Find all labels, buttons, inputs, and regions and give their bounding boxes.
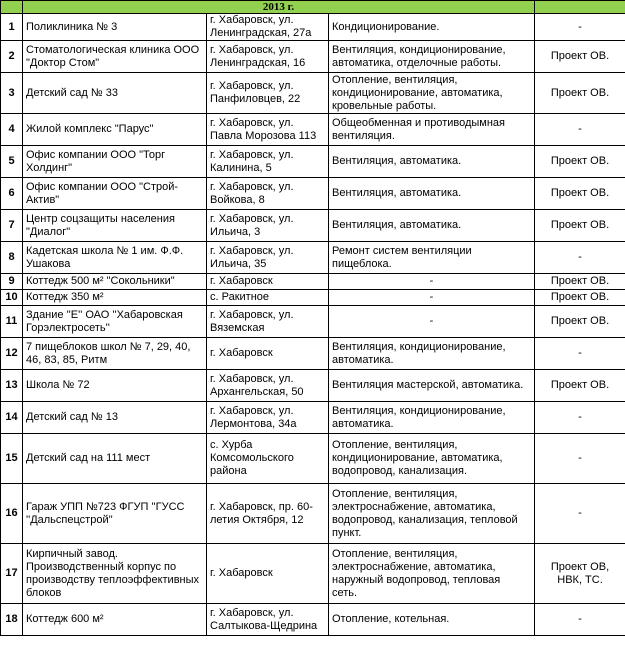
object-name: Стоматологическая клиника ООО "Доктор Стом" <box>23 41 207 73</box>
row-number: 12 <box>1 338 23 370</box>
row-number: 10 <box>1 290 23 306</box>
project-info: Проект ОВ. <box>535 370 625 402</box>
table-row <box>1 242 625 274</box>
object-address: с. Хурба Комсомольского района <box>207 434 329 484</box>
object-name: Гараж УПП №723 ФГУП ''ГУСС ''Дальспецстрой'' <box>23 484 207 544</box>
row-number: 16 <box>1 484 23 544</box>
work-description: Вентиляция, автоматика. <box>329 178 535 210</box>
work-description: Вентиляция мастерской, автоматика. <box>329 370 535 402</box>
row-number: 3 <box>1 73 23 114</box>
work-description: Вентиляция, кондиционирование, автоматика. <box>329 338 535 370</box>
object-name: Офис компании ООО "Строй- Актив" <box>23 178 207 210</box>
table-row <box>1 402 625 434</box>
work-description: - <box>329 274 535 290</box>
table-row <box>1 306 625 338</box>
object-name: Здание ''Е'' ОАО ''Хабаровская Горэлектросеть'' <box>23 306 207 338</box>
object-name: Жилой комплекс "Парус" <box>23 114 207 146</box>
work-description: - <box>329 306 535 338</box>
row-number: 7 <box>1 210 23 242</box>
project-info: Проект ОВ. <box>535 178 625 210</box>
row-number: 11 <box>1 306 23 338</box>
row-number: 2 <box>1 41 23 73</box>
object-address: г. Хабаровск, ул. Архангельская, 50 <box>207 370 329 402</box>
row-number: 14 <box>1 402 23 434</box>
object-name: Офис компании ООО "Торг Холдинг" <box>23 146 207 178</box>
project-info: - <box>535 484 625 544</box>
project-info: Проект ОВ. <box>535 73 625 114</box>
table-row <box>1 544 625 604</box>
work-description: Отопление, вентиляция, кондиционирование, автоматика, кровельные работы. <box>329 73 535 114</box>
work-description: Ремонт систем вентиляции пищеблока. <box>329 242 535 274</box>
row-number: 6 <box>1 178 23 210</box>
table-row <box>1 338 625 370</box>
object-name: Коттедж 600 м² <box>23 604 207 636</box>
table-row <box>1 290 625 306</box>
year-header: 2013 г. <box>23 1 535 14</box>
table-row <box>1 146 625 178</box>
project-info: - <box>535 242 625 274</box>
row-number: 4 <box>1 114 23 146</box>
object-address: г. Хабаровск, ул. Ленинградская, 27а <box>207 14 329 41</box>
object-address: г. Хабаровск <box>207 338 329 370</box>
object-address: г. Хабаровск, ул. Ленинградская, 16 <box>207 41 329 73</box>
project-info: - <box>535 434 625 484</box>
project-info: - <box>535 604 625 636</box>
object-name: Школа № 72 <box>23 370 207 402</box>
object-name: 7 пищеблоков школ № 7, 29, 40, 46, 83, 85, Ритм <box>23 338 207 370</box>
header-blank-cell <box>1 1 23 14</box>
project-info: Проект ОВ. <box>535 306 625 338</box>
object-name: Кирпичный завод. Производственный корпус по производству теплоэффективных блоков <box>23 544 207 604</box>
object-address: г. Хабаровск, ул. Ильича, 35 <box>207 242 329 274</box>
object-name: Детский сад № 33 <box>23 73 207 114</box>
row-number: 15 <box>1 434 23 484</box>
row-number: 8 <box>1 242 23 274</box>
table-row <box>1 178 625 210</box>
table-row <box>1 370 625 402</box>
work-description: Отопление, котельная. <box>329 604 535 636</box>
row-number: 9 <box>1 274 23 290</box>
object-name: Коттедж 500 м² "Сокольники" <box>23 274 207 290</box>
header-blank-cell <box>535 1 625 14</box>
table-row <box>1 434 625 484</box>
work-description: Отопление, вентиляция, электроснабжение, автоматика, наружный водопровод, тепловая сеть. <box>329 544 535 604</box>
project-info: Проект ОВ. <box>535 290 625 306</box>
row-number: 18 <box>1 604 23 636</box>
object-name: Поликлиника № 3 <box>23 14 207 41</box>
object-address: г. Хабаровск, пр. 60- летия Октября, 12 <box>207 484 329 544</box>
table-row <box>1 114 625 146</box>
project-info: Проект ОВ. <box>535 146 625 178</box>
table-row <box>1 484 625 544</box>
object-address: г. Хабаровск <box>207 274 329 290</box>
object-name: Центр соцзащиты населения "Диалог" <box>23 210 207 242</box>
object-name: Детский сад на 111 мест <box>23 434 207 484</box>
row-number: 17 <box>1 544 23 604</box>
object-address: г. Хабаровск, ул. Павла Морозова 113 <box>207 114 329 146</box>
row-number: 13 <box>1 370 23 402</box>
project-info: Проект ОВ. <box>535 274 625 290</box>
work-description: Вентиляция, кондиционирование, автоматика. <box>329 402 535 434</box>
work-description: - <box>329 290 535 306</box>
project-info: - <box>535 402 625 434</box>
work-description: Кондиционирование. <box>329 14 535 41</box>
work-description: Вентиляция, автоматика. <box>329 210 535 242</box>
row-number: 5 <box>1 146 23 178</box>
object-name: Детский сад № 13 <box>23 402 207 434</box>
work-description: Отопление, вентиляция, кондиционирование, автоматика, водопровод, канализация. <box>329 434 535 484</box>
table-row <box>1 274 625 290</box>
work-description: Общеобменная и противодымная вентиляция. <box>329 114 535 146</box>
project-info: Проект ОВ. <box>535 210 625 242</box>
table-row <box>1 73 625 114</box>
object-address: г. Хабаровск, ул. Вяземская <box>207 306 329 338</box>
object-address: г. Хабаровск, ул. Панфиловцев, 22 <box>207 73 329 114</box>
object-address: г. Хабаровск, ул. Лермонтова, 34а <box>207 402 329 434</box>
work-description: Вентиляция, автоматика. <box>329 146 535 178</box>
work-description: Отопление, вентиляция, электроснабжение, автоматика, водопровод, канализация, тепловой пункт. <box>329 484 535 544</box>
table-row <box>1 14 625 41</box>
project-info: Проект ОВ, НВК, ТС. <box>535 544 625 604</box>
project-info: Проект ОВ. <box>535 41 625 73</box>
object-address: г. Хабаровск, ул. Калинина, 5 <box>207 146 329 178</box>
year-header-row <box>1 1 625 14</box>
object-name: Коттедж 350 м² <box>23 290 207 306</box>
object-name: Кадетская школа № 1 им. Ф.Ф. Ушакова <box>23 242 207 274</box>
project-info: - <box>535 114 625 146</box>
table-row <box>1 210 625 242</box>
object-address: г. Хабаровск <box>207 544 329 604</box>
table-row <box>1 41 625 73</box>
table-row <box>1 604 625 636</box>
project-info: - <box>535 14 625 41</box>
project-info: - <box>535 338 625 370</box>
object-address: г. Хабаровск, ул. Ильича, 3 <box>207 210 329 242</box>
object-address: г. Хабаровск, ул. Войкова, 8 <box>207 178 329 210</box>
work-description: Вентиляция, кондиционирование, автоматика, отделочные работы. <box>329 41 535 73</box>
row-number: 1 <box>1 14 23 41</box>
object-address: г. Хабаровск, ул. Салтыкова-Щедрина <box>207 604 329 636</box>
object-address: с. Ракитное <box>207 290 329 306</box>
